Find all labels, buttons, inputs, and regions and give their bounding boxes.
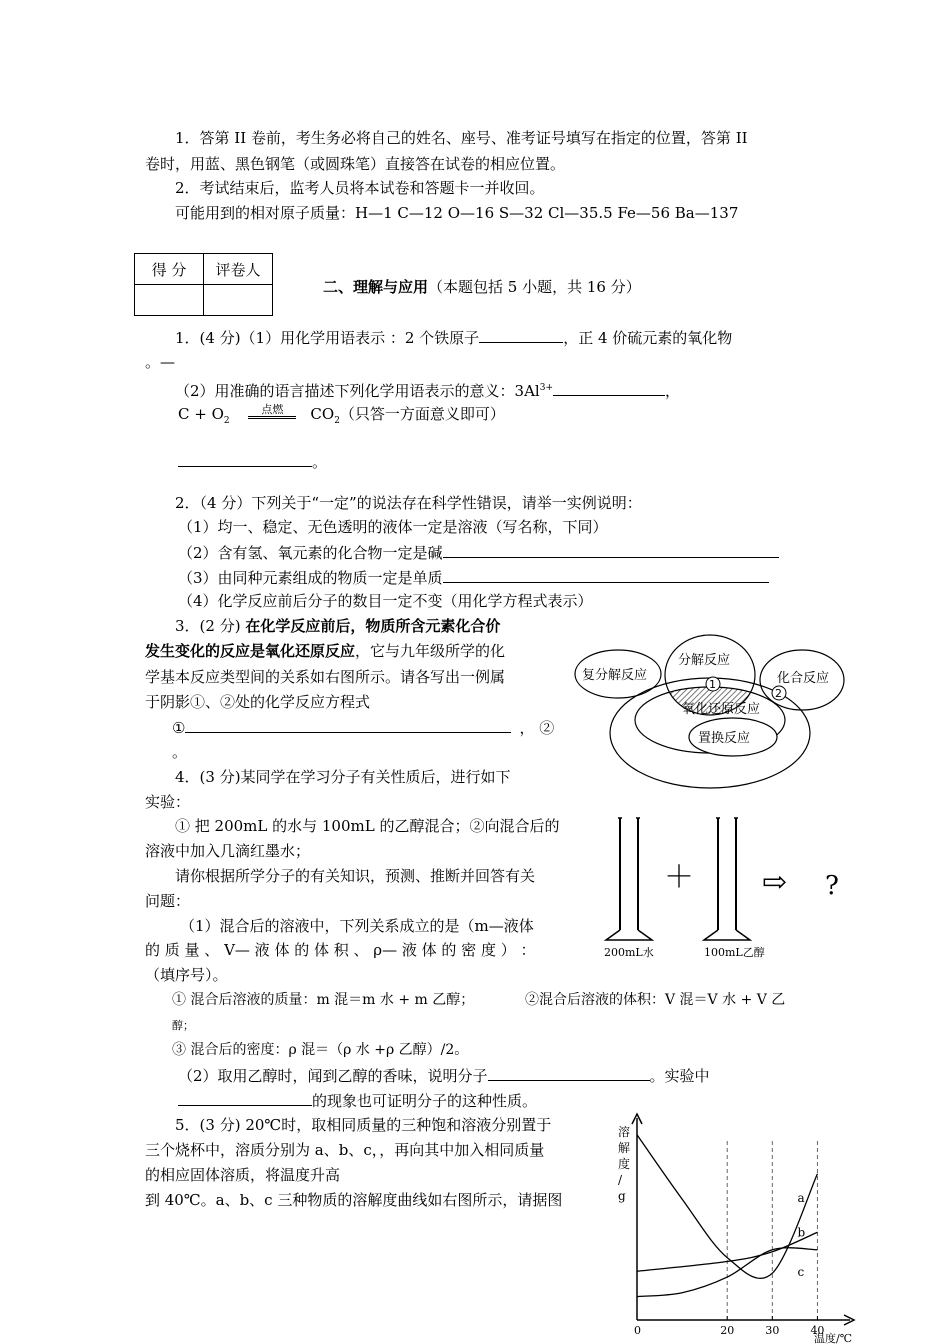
cylinder-water xyxy=(606,818,652,940)
curve-label-c: c xyxy=(797,1264,805,1279)
q2-blank-4[interactable] xyxy=(443,567,769,583)
q4-line13 xyxy=(178,1065,710,1086)
q4-line4: 溶液中加入几滴红墨水； xyxy=(145,842,311,860)
q3-line5 xyxy=(172,717,554,738)
label-replace: 置换反应 xyxy=(698,731,751,746)
section-heading xyxy=(323,277,641,297)
q2-4-text: （3）由同种元素组成的物质一定是单质 xyxy=(178,569,443,587)
q3-blank-1[interactable] xyxy=(185,717,511,733)
q5-line1: 5．(3 分) 20℃时，取相同质量的三种饱和溶液分别置于 xyxy=(175,1116,552,1134)
eq-condition: 点燃 xyxy=(248,403,296,419)
reaction-venn-diagram xyxy=(570,630,850,790)
curve-label-b: b xyxy=(797,1225,806,1240)
solubility-chart xyxy=(610,1110,865,1344)
eq-co2-sub: 2 xyxy=(334,416,340,426)
q1-period: 。 xyxy=(312,453,328,471)
atomic-masses: 可能用到的相对原子质量：H—1 C—12 O—16 S—32 Cl—35.5 Fe—56 Ba—137 xyxy=(175,204,739,222)
q4-line14-text: 的现象也可证明分子的这种性质。 xyxy=(312,1092,538,1110)
q4-option2-cont: 醇； xyxy=(172,1019,194,1032)
section-title: 二、理解与应用 xyxy=(323,278,429,296)
q4-line1: 4．(3 分)某同学在学习分子有关性质后，进行如下 xyxy=(175,768,511,786)
eq-reactants: C + O xyxy=(178,405,224,423)
grader-header: 评卷人 xyxy=(204,254,273,285)
q3-score: 3．(2 分) xyxy=(175,617,246,635)
y-axis-label-char: g xyxy=(618,1189,626,1203)
instruction-2: 2．考试结束后，监考人员将本试卷和答题卡一并收回。 xyxy=(175,179,545,197)
curve-label-a: a xyxy=(797,1190,805,1205)
q4-smell-text: （2）取用乙醇时，闻到乙醇的香味，说明分子 xyxy=(178,1067,488,1085)
q1-comma: ， xyxy=(665,382,681,400)
cylinder-ethanol xyxy=(704,818,750,940)
label-double-decomp: 复分解反应 xyxy=(582,668,648,683)
q4-line6: 问题： xyxy=(145,892,191,910)
q2-3-text: （2）含有氢、氧元素的化合物一定是碱 xyxy=(178,544,443,562)
q3-line2 xyxy=(145,641,505,661)
x-tick-label: 0 xyxy=(634,1324,641,1337)
y-axis-label xyxy=(618,1124,630,1203)
instruction-1b: 卷时，用蓝、黑色钢笔（或圆珠笔）直接答在试卷的相应位置。 xyxy=(145,155,566,173)
q3-bold-1: 在化学反应前后，物质所含元素化合价 xyxy=(245,617,501,635)
q4-line8: 的 质 量 、 V— 液 体 的 体 积 、 ρ— 液 体 的 密 度 ） ： xyxy=(145,941,536,959)
eq-product: CO xyxy=(310,405,335,423)
q1-blank-eq[interactable] xyxy=(178,451,312,467)
q3-bold-2: 发生变化的反应是氧化还原反应 xyxy=(145,642,356,660)
q4-option1: ① 混合后溶液的质量：m 混＝m 水 + m 乙醇； xyxy=(172,992,475,1008)
q1-line1 xyxy=(175,327,732,348)
grader-cell[interactable] xyxy=(204,285,273,316)
q1-3al-text: （2）用准确的语言描述下列化学用语表示的意义：3Al xyxy=(175,382,540,400)
q1-text-b: ，正 4 价硫元素的氧化物 xyxy=(563,329,733,347)
q4-option3: ③ 混合后的密度：ρ 混＝（ρ 水 +ρ 乙醇）/2。 xyxy=(172,1042,469,1058)
q3-circle1: ① xyxy=(172,719,186,737)
q1-line3 xyxy=(175,378,680,401)
y-axis-label-char: 溶 xyxy=(618,1125,631,1139)
q1-line5 xyxy=(178,451,327,472)
label-ethanol: 100mL乙醇 xyxy=(704,946,765,959)
q4-blank-phenomenon[interactable] xyxy=(178,1090,312,1106)
q3-circle2: ， ② xyxy=(519,719,555,737)
q4-line9: （填序号）。 xyxy=(145,966,228,984)
arrow-icon: ⇨ xyxy=(762,865,788,900)
q3-line4: 于阴影①、②处的化学反应方程式 xyxy=(145,693,371,711)
q5-line4: 到 40℃。a、b、c 三种物质的溶解度曲线如右图所示，请据图 xyxy=(145,1191,563,1209)
q2-line3 xyxy=(178,542,779,563)
q4-experiment-text: 。实验中 xyxy=(649,1067,710,1085)
label-water: 200mL水 xyxy=(604,946,654,959)
q3-text-2: ，它与九年级所学的化 xyxy=(355,642,506,660)
q2-line5: （4）化学反应前后分子的数目一定不变（用化学方程式表示） xyxy=(178,592,593,610)
eq-o2-sub: 2 xyxy=(223,416,230,426)
q1-equation xyxy=(178,403,505,431)
q1-line2: 。— xyxy=(145,353,176,371)
label-combine: 化合反应 xyxy=(777,671,830,686)
q2-line2: （1）均一、稳定、无色透明的液体一定是溶液（写名称，下同） xyxy=(178,518,608,536)
y-axis-label-char: 解 xyxy=(618,1141,631,1155)
q1-blank-al[interactable] xyxy=(553,380,665,396)
q5-line2: 三个烧杯中，溶质分别为 a、b、c，，再向其中加入相同质量 xyxy=(145,1141,545,1159)
q3-line3: 学基本反应类型间的关系如右图所示。请各写出一例属 xyxy=(145,668,506,686)
q4-blank-property[interactable] xyxy=(488,1065,650,1081)
instruction-1a: 1．答第 II 卷前，考生务必将自己的姓名、座号、准考证号填写在指定的位置，答第 II xyxy=(175,129,748,147)
q2-line4 xyxy=(178,567,769,588)
section-note: （本题包括 5 小题，共 16 分） xyxy=(428,278,641,296)
cylinder-figure xyxy=(600,810,860,965)
q4-line14 xyxy=(178,1090,537,1111)
question-mark: ? xyxy=(825,871,839,901)
score-cell[interactable] xyxy=(135,285,204,316)
x-tick-label: 30 xyxy=(765,1324,780,1337)
eq-note: （只答一方面意义即可） xyxy=(339,405,505,423)
label-decompose: 分解反应 xyxy=(678,653,731,668)
x-tick-label: 40 xyxy=(810,1324,825,1337)
q3-line1 xyxy=(175,616,500,636)
score-table xyxy=(134,253,273,316)
q2-line1: 2．（4 分）下列关于“一定”的说法存在科学性错误，请举一实例说明： xyxy=(175,494,642,512)
y-axis-label-char: / xyxy=(618,1173,623,1187)
q1-3al-charge: 3+ xyxy=(539,383,554,393)
q5-line3: 的相应固体溶质，将温度升高 xyxy=(145,1166,341,1184)
q4-line3: ① 把 200mL 的水与 100mL 的乙醇混合；②向混合后的 xyxy=(175,817,560,835)
q1-blank-iron[interactable] xyxy=(479,327,563,343)
plus-sign: ＋ xyxy=(664,860,694,895)
x-axis-label: 温度/℃ xyxy=(814,1332,853,1344)
q3-line6: 。 xyxy=(172,743,188,761)
q4-line7: （1）混合后的溶液中，下列关系成立的是（m—液体 xyxy=(180,917,534,935)
q4-line5: 请你根据所学分子的有关知识，预测、推断并回答有关 xyxy=(175,867,536,885)
marker-2-num: 2 xyxy=(775,687,782,700)
q4-option2: ②混合后溶液的体积：V 混＝V 水 + V 乙 xyxy=(525,992,786,1008)
y-axis-label-char: 度 xyxy=(618,1157,631,1171)
label-redox: 氧化还原反应 xyxy=(682,702,761,717)
q4-line2: 实验： xyxy=(145,793,191,811)
x-tick-label: 20 xyxy=(720,1324,735,1337)
q2-blank-3[interactable] xyxy=(443,542,779,558)
marker-1-num: 1 xyxy=(709,678,716,691)
score-header: 得 分 xyxy=(135,254,204,285)
curve-b xyxy=(637,1232,817,1271)
q1-text-a: 1．(4 分)（1）用化学用语表示 ：2 个铁原子 xyxy=(175,329,480,347)
